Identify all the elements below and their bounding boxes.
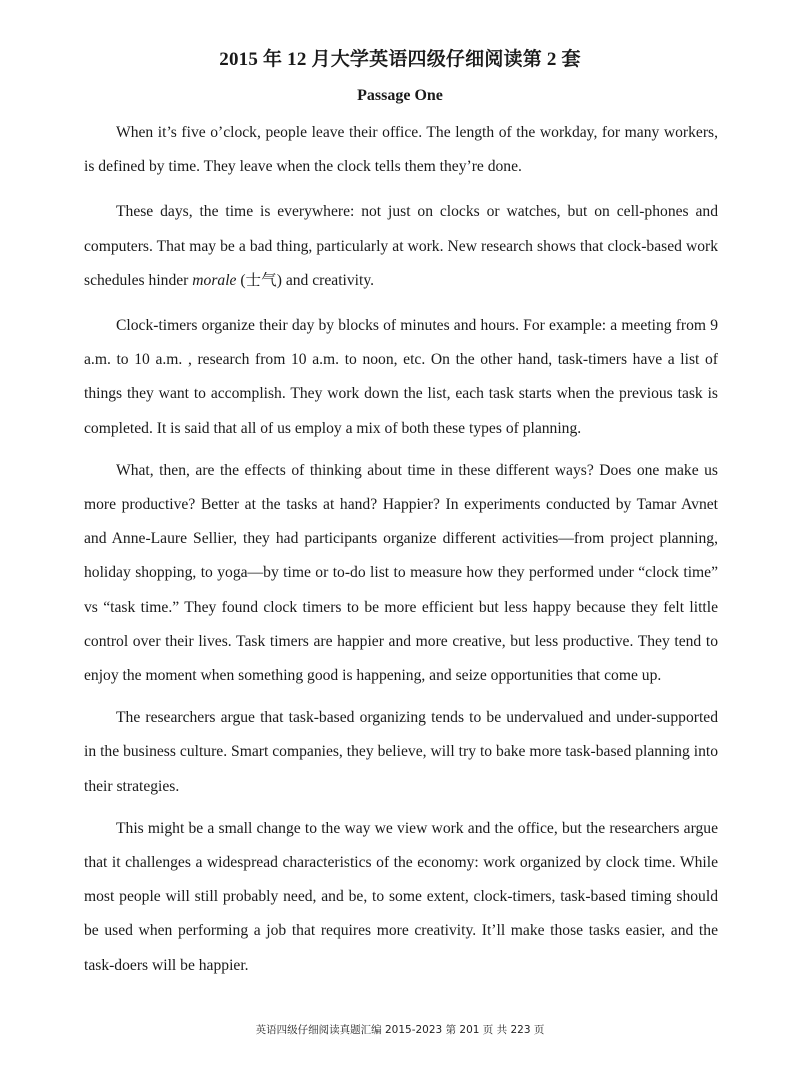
paragraph-5: The researchers argue that task-based organizing tends to be undervalued and under-supported in the business culture. Smart companies, they believe, will try to bake more task-based planning into their strategies.	[84, 709, 718, 795]
passage-body	[84, 116, 718, 994]
paragraph-3: Clock-timers organize their day by blocks of minutes and hours. For example: a meeting from 9 a.m. to 10 a.m. , research from 10 a.m. to noon, etc. On the other hand, task-timers have a list of things they want to accomplish. They work down the list, each task starts when the previous task is completed. It is said that all of us employ a mix of both these types of planning.	[84, 317, 718, 437]
paragraph-2-text-b: (士气) and creativity.	[236, 271, 375, 289]
paragraph-1: When it’s five o’clock, people leave their office. The length of the workday, for many workers, is defined by time. They leave when the clock tells them they’re done.	[84, 124, 718, 176]
page-title: 2015 年 12 月大学英语四级仔细阅读第 2 套	[219, 49, 581, 70]
paragraph-4: What, then, are the effects of thinking about time in these different ways? Does one make us more productive? Better at the tasks at hand? Happier? In experiments conducted by Tamar Avnet and Anne-Laure Sellier, they had participants organize different activities—from project planning, holiday shopping, to yoga—by time or to-do list to measure how they performed under “clock time” vs “task time.” They found clock timers to be more efficient but less happy because they felt little control over their lives. Task timers are happier and more creative, but less productive. They tend to enjoy the moment when something good is happening, and seize opportunities that come up.	[84, 461, 718, 685]
passage-heading: Passage One	[357, 87, 443, 104]
page-footer: 英语四级仔细阅读真题汇编 2015-2023 第 201 页 共 223 页	[255, 1024, 545, 1036]
paragraph-6: This might be a small change to the way we view work and the office, but the researchers argue that it challenges a widespread characteristics of the economy: work organized by clock time. While most people will still probably need, and be, to some extent, clock-timers, task-based timing should be used when performing a job that requires more creativity. It’ll make those tasks easier, and the task-doers will be happier.	[84, 819, 718, 974]
paragraph-2-text-a: These days, the time is everywhere: not just on clocks or watches, but on cell-phones and computers. That may be a bad thing, particularly at work. New research shows that clock-based work schedules hinder	[84, 203, 718, 289]
italic-term-morale: morale	[192, 271, 237, 289]
paragraph-2	[84, 195, 718, 298]
